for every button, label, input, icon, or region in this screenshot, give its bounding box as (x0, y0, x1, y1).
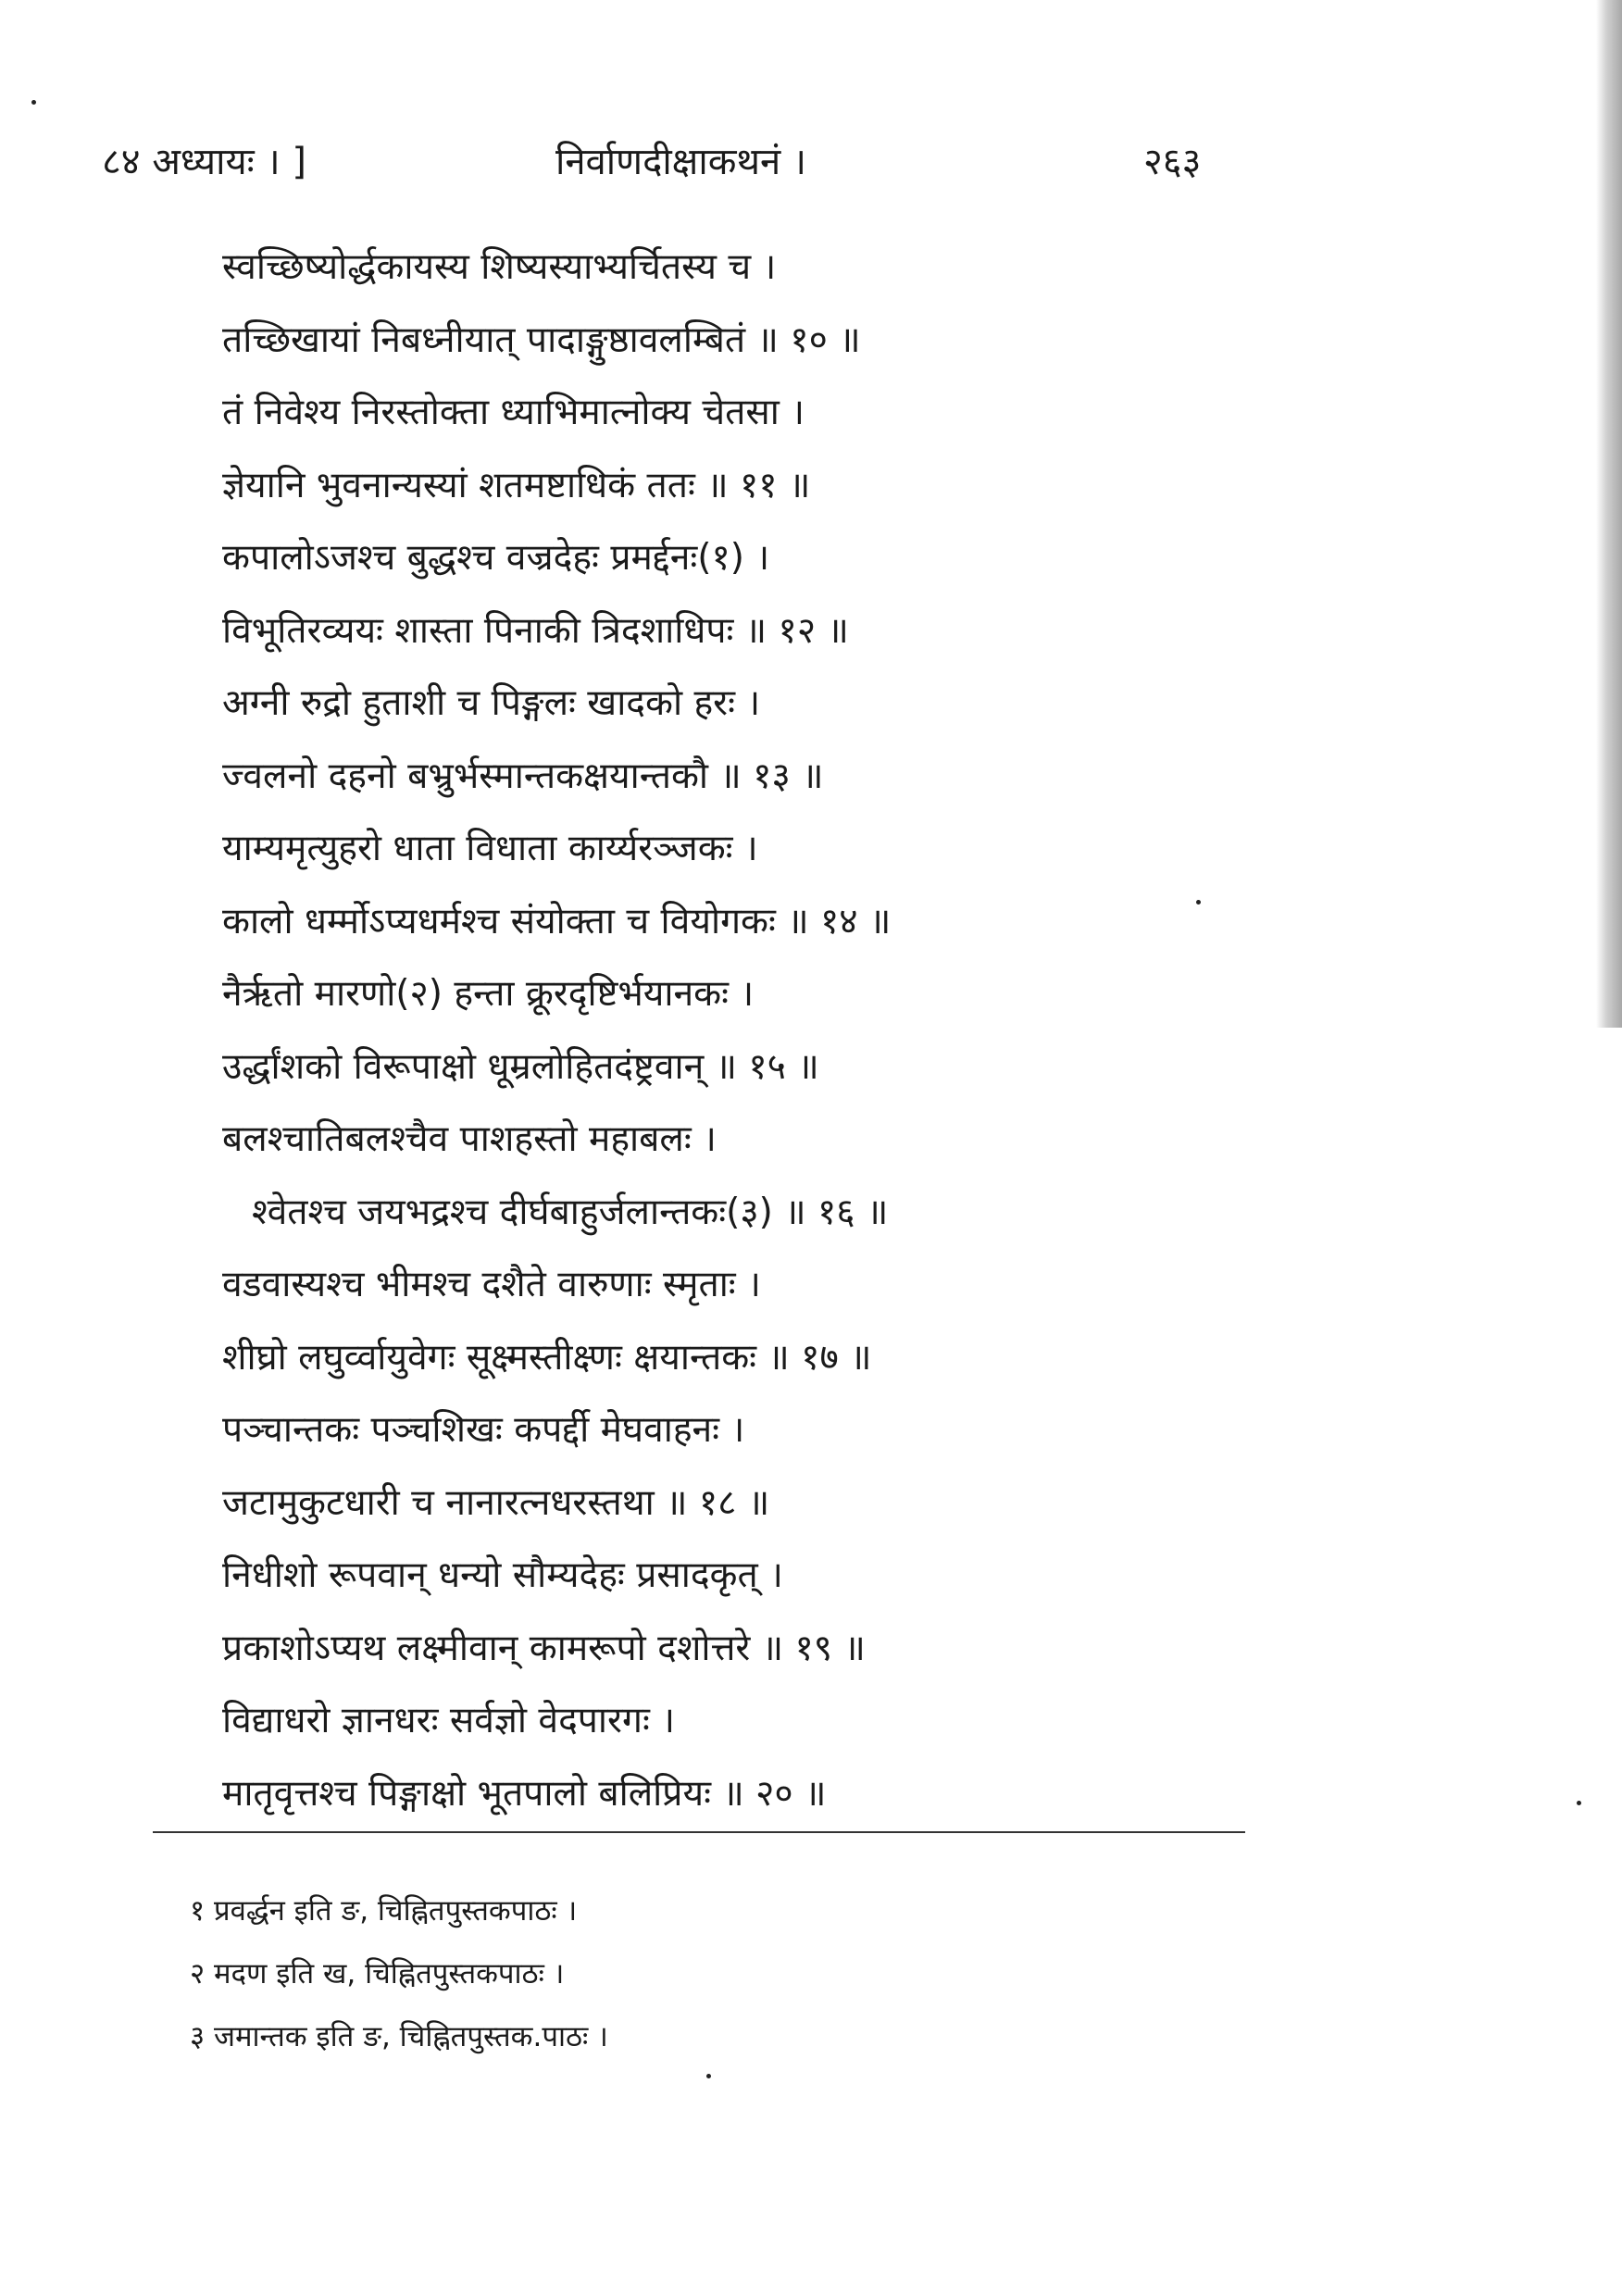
scan-speck (1196, 900, 1201, 905)
verse-line: स्वच्छिष्योर्द्धकायस्य शिष्यस्याभ्यर्चितस्य च । (222, 246, 777, 288)
scan-speck (706, 2074, 711, 2078)
verse-line: याम्यमृत्युहरो धाता विधाता कार्य्यरञ्जकः । (222, 828, 758, 869)
footnote-divider (153, 1831, 1245, 1833)
scan-speck (31, 100, 36, 105)
verse-line: उर्द्धांशको विरूपाक्षो धूम्रलोहितदंष्ट्रवान् ॥ १५ ॥ (222, 1045, 819, 1088)
verse-line: तच्छिखायां निबध्नीयात् पादाङ्गुष्ठावलम्बितं ॥ १० ॥ (222, 318, 861, 361)
verse-line: वडवास्यश्च भीमश्च दशैते वारुणाः स्मृताः । (222, 1264, 761, 1305)
verse-line: नैर्ऋतो मारणो(२) हन्ता क्रूरदृष्टिर्भयानकः । (222, 973, 755, 1015)
page-number: २६३ (1143, 141, 1202, 183)
verse-line: ज्ञेयानि भुवनान्यस्यां शतमष्टाधिकं ततः ॥ ११ ॥ (222, 464, 811, 506)
verse-line: अग्नी रुद्रो हुताशी च पिङ्गलः खादको हरः । (222, 682, 761, 724)
footnotes (190, 1879, 1208, 2068)
verse-line: शीघ्रो लघुर्व्वायुवेगः सूक्ष्मस्तीक्ष्णः क्षयान्तकः ॥ १७ ॥ (222, 1336, 872, 1379)
verse-line: जटामुकुटधारी च नानारत्नधरस्तथा ॥ १८ ॥ (222, 1481, 770, 1524)
verse-line: विभूतिरव्ययः शास्ता पिनाकी त्रिदशाधिपः ॥ १२ ॥ (222, 609, 849, 652)
verse-line: विद्याधरो ज्ञानधरः सर्वज्ञो वेदपारगः । (222, 1700, 676, 1741)
footnote: ३ जमान्तक इति ङ, चिह्नितपुस्तक.पाठः । (190, 2020, 608, 2053)
verse-line: बलश्चातिबलश्चैव पाशहस्तो महाबलः । (222, 1118, 717, 1160)
verse-line: मातृवृत्तश्च पिङ्गाक्षो भूतपालो बलिप्रियः ॥ २० ॥ (222, 1772, 827, 1815)
scan-speck (1577, 1801, 1581, 1805)
verse-line: प्रकाशोऽप्यथ लक्ष्मीवान् कामरूपो दशोत्तरे ॥ १९ ॥ (222, 1627, 866, 1669)
footnote: १ प्रवर्द्धन इति ङ, चिह्नितपुस्तकपाठः । (190, 1894, 578, 1928)
verse-line: निधीशो रूपवान् धन्यो सौम्यदेहः प्रसादकृत् । (222, 1554, 783, 1596)
chapter-marker: ८४ अध्यायः । ] (102, 141, 306, 183)
verse-line: ज्वलनो दहनो बभ्रुर्भस्मान्तकक्षयान्तकौ ॥ १३ ॥ (222, 755, 824, 797)
verse-line: तं निवेश्य निरस्तोक्ता ध्याभिमात्नोक्य चेतसा । (222, 392, 805, 433)
verse-line: श्वेतश्च जयभद्रश्च दीर्घबाहुर्जलान्तकः(३) ॥ १६ ॥ (252, 1191, 889, 1233)
verse-line: कपालोऽजश्च बुद्धश्च वज्रदेहः प्रमर्द्दनः(१) । (222, 537, 770, 579)
verse-line: पञ्चान्तकः पञ्चशिखः कपर्द्दी मेघवाहनः । (222, 1409, 745, 1451)
verse-block (222, 231, 1361, 1830)
running-title: निर्वाणदीक्षाकथनं । (555, 141, 807, 183)
verse-line: कालो धर्म्मोऽप्यधर्मश्च संयोक्ता च वियोगकः ॥ १४ ॥ (222, 900, 892, 942)
footnote: २ मदण इति ख, चिह्नितपुस्तकपाठः । (190, 1957, 565, 1990)
page-header (0, 139, 1622, 194)
